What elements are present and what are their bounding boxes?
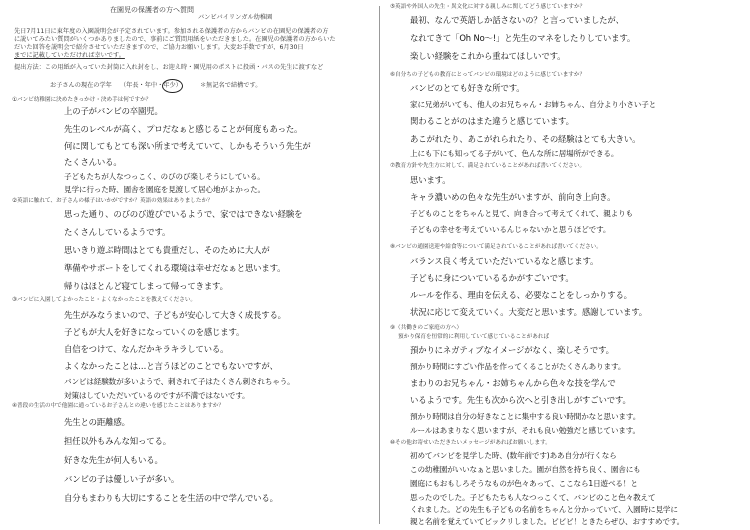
answer-4-line: 好きな先生が何人もいる。	[64, 455, 163, 465]
answer-10-line: くれました。どの先生も子どもの名前をちゃんと分かっていて、入園時に見学に	[410, 505, 678, 514]
answer-6-line: 関わることがのはまた違うと感じています。	[410, 116, 574, 126]
answer-1-line: 見学に行った時、園舎を園庭を見渡して居心地がよかった。	[64, 185, 265, 194]
answer-3-line: 先生がみなうまいので、子どもが安心して大きく成長する。	[64, 310, 286, 320]
answer-7-line: 子どもの幸せを考えていいるんじゃないかと思うほどです。	[410, 225, 611, 234]
answer-4-line: 先生との距離感。	[64, 417, 130, 427]
answer-5-line: なれてきて「Oh No～!」と先生のマネをしたりしています。	[410, 33, 636, 43]
intro-line-4: までに記載していただければ幸いです。	[14, 52, 125, 59]
answer-10-line: 親と名前を覚えていてビックリしました。ビビビ！ときたらぜひ、おすすめです。	[410, 517, 685, 526]
intro-line-2: に説いてみたい質問がいくつかありましたので、事前にご質問用紙をいただきました。在園児の保護者の方からいた	[14, 36, 336, 43]
answer-10-line: 園庭にもおもしろそうなものが色々あって、ここなら1日遊べる！と	[410, 479, 638, 488]
question-3: ③バンビに入園してよかったこと・よくなかったことを教えてください。	[12, 297, 197, 303]
answer-2-line: たくさんしているようです。	[64, 227, 171, 237]
answer-4-line: 自分もまわりも大切にすることを生活の中で学んでいる。	[64, 493, 278, 503]
question-5: ⑤英語や外国人の先生・異文化に対する親しみに関してどう感じていますか？	[390, 4, 586, 10]
answer-9-line: いるようです。先生も次から次へと引き出しがすごいです。	[410, 395, 631, 405]
question-6: ⑥自分ちの子どもの教育にとってバンビの環境はどのように感じていますか？	[390, 72, 586, 78]
answer-10-line: 初めてバンビを見学した時、(数年前です)ああ自分が行くなら	[410, 451, 617, 460]
answer-8-line: ルールを作る、理由を伝える、必要なことをしっかりする。	[410, 290, 632, 300]
answer-9-line: まわりのお兄ちゃん・お姉ちゃんから色々な技を学んで	[410, 378, 616, 388]
anonymous-note: ＊無記名で結構です。	[200, 82, 262, 89]
answer-6-line: 家に兄弟がいても、他人のお兄ちゃん・お姉ちゃん、自分より小さい子と	[410, 100, 657, 109]
column-divider	[379, 6, 380, 524]
submit-note: 提出方法：この用紙が入っていた封筒に入れ封をし、お迎え時・園児用のポストに投函・バスの先生に渡すなど	[14, 64, 324, 71]
answer-1-line: 先生のレベルが高く、プロだなぁと感じることが何度もあった。	[64, 124, 303, 134]
answer-3-line: よくなかったことは…と言うほどのことでもないですが、	[64, 361, 278, 371]
answer-9-line: 預かりにネガティブなイメージがなく、楽しそうです。	[410, 345, 614, 355]
age-options: （年長・年中・年少）	[120, 82, 182, 89]
school-name: バンビバイリンガル幼稚園	[198, 14, 273, 21]
form-title: 在園児の保護者の方へ質問	[110, 6, 194, 14]
question-4: ④普段の生活の中で他園に通っているお子さんとの違いを感じたことはありますか？	[12, 403, 224, 409]
answer-6-line: バンビのとても好きな所です。	[410, 83, 525, 93]
answer-1-line: 子どもたちが人なつっこく、のびのび楽しそうにしている。	[64, 172, 265, 181]
answer-1-line: たくさんいる。	[64, 157, 122, 167]
answer-9-line: ルールはあまりなく思いますが、それも良い勉強だと感じています。	[410, 426, 640, 435]
answer-2-line: 準備やサポートをしてくれる環境は幸せだなぁと思います。	[64, 263, 286, 273]
answer-3-line: 対策はしていただいているのですが不満ではないです。	[64, 391, 250, 400]
selected-age-circle	[162, 79, 183, 93]
answer-2-line: 帰りはほとんど寝てしまって帰ってきます。	[64, 281, 228, 291]
question-1: ①バンビ幼稚園に決めたきっかけ・決め手は何ですか？	[12, 97, 152, 103]
child-age-label: お子さんの現在の学年	[50, 82, 112, 89]
question-9: ⑨（共働きのご家庭の方へ）	[390, 325, 463, 331]
question-8: ⑧バンビの通園送迎や給食等について満足されていることがあれば書いてください。	[390, 244, 602, 250]
answer-8-line: 子どもに身についているるかがすごいです。	[410, 273, 574, 283]
answer-3-line: バンビは経験数が多いようで、刺されて子はたくさん刺されちゃう。	[64, 377, 295, 386]
question-9-sub: 預かり保育を恒常的に利用していて感じていることがあれば	[398, 334, 550, 340]
answer-10-line: 思ったのでした。子どもたちも人なつっこくて、バンビのこと色々教えて	[410, 493, 656, 502]
question-10: ⑩その他お寄せいただきたいメッセージがあればお願いします。	[390, 440, 551, 446]
left-column	[10, 0, 370, 530]
answer-8-line: 状況に応じて変えていく。大変だと思います。感謝しています。	[410, 307, 648, 317]
answer-3-line: 子どもが大人を好きになっていくのを感じます。	[64, 327, 245, 337]
answer-1-line: 上の子がバンビの卒園児。	[64, 106, 163, 116]
answer-5-line: 最初、なんで英語しか話さないの？と言っていましたが、	[410, 15, 624, 25]
answer-8-line: バランス良く考えていただいているなと感じます。	[410, 256, 599, 266]
answer-7-line: 子どものことをちゃんと見て、向き合って考えてくれて、親よりも	[410, 209, 634, 218]
answer-9-line: 預かり時間は自分の好きなことに集中する良い時間かなと思います。	[410, 412, 641, 421]
answer-6-line: 上にも下にも知ってる子がいて、色んな所に居場所ができる。	[410, 149, 619, 158]
intro-line-3: だいた回答を説明会で紹介させていただきますので、ご協力お願いします。大変お手数ですが、6月30日	[14, 44, 304, 51]
intro-line-1: 先日7月11日に東年度の入園説明会が予定されています。参加される保護者の方からバンビの在園児の保護者の方	[14, 28, 329, 35]
right-column	[388, 0, 744, 530]
answer-2-line: 思った通り、のびのび遊びでいるようで、家ではできない経験を	[64, 209, 303, 219]
answer-5-line: 楽しい経験をこれから重ねてほしいです。	[410, 51, 566, 61]
answer-10-line: この幼稚園がいいなぁと思いました。園が自然を持ち良く、園舎にも	[410, 465, 641, 474]
question-7: ⑦教育方針や先生方に対して、満足されていることがあれば書いてください。	[390, 163, 586, 169]
answer-7-line: キャラ濃いめの色々な先生がいますが、前向き上向き。	[410, 192, 616, 202]
answer-6-line: あこがれたり、あこがれられたり、その経験はとても大きい。	[410, 134, 641, 144]
answer-9-line: 預かり時間にすごい作品を作ってくることがたくさんあります。	[410, 362, 626, 371]
question-2: ②英語に触れて、お子さんの様子はいかがですか？英語の効果はありましたか？	[12, 198, 213, 204]
answer-7-line: 思います。	[410, 175, 451, 185]
answer-4-line: 担任以外もみんな知ってる。	[64, 436, 171, 446]
answer-3-line: 自信をつけて、なんだかキラキラしている。	[64, 344, 229, 354]
answer-2-line: 思いきり遊ぶ時間はとても貴重だし、そのために大人が	[64, 245, 270, 255]
answer-1-line: 何に関してもとても深い所まで考えていて、しかもそういう先生が	[64, 141, 311, 151]
answer-4-line: バンビの子は優しい子が多い。	[64, 474, 180, 484]
